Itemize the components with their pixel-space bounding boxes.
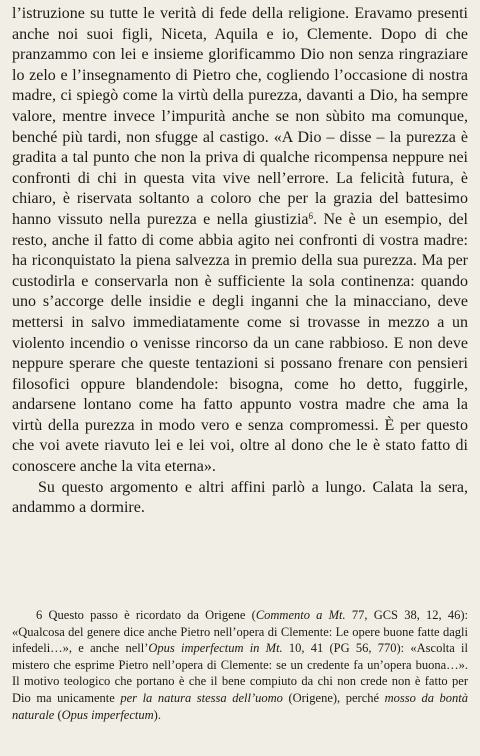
text-segment: l’istruzione su tutte le verità di fede della religione. Eravamo presenti anche noi suoi figli, Niceta, Aquila e io, Clemente. Dopo di che pranzammo con lei e insieme glorificammo Dio non senza ringraziare lo zelo e l’insegnamento di Pietro che, cogliendo l’occasione di nostra madre, ci spiegò come la virtù della purezza, davanti a Dio, ha sempre valore, mentre invece l’impurità anche se non sùbito ma comunque, benché più tardi, non sfugge al castigo. «A Dio – disse – la purezza è gradita a tal punto che non la priva di qualche ricompensa neppure nei confronti di chi in questa vita vive nell’errore. La felicità futura, è chiaro, è riservata soltanto a coloro che per la grazia del battesimo hanno vissuto nella purezza e nella giustizia bbox=[12, 5, 468, 228]
footnote-text: (Origene), perché bbox=[282, 690, 385, 705]
footnote-text: ( bbox=[54, 707, 62, 722]
footnote-reference: 6 bbox=[308, 210, 314, 221]
body-paragraph bbox=[12, 478, 468, 519]
footnotes bbox=[12, 607, 468, 723]
italic-title: Opus imperfectum bbox=[61, 707, 154, 722]
footnote-text: 77, GCS 38, 12, 46): «Qualcosa del genere dice anche Pietro nell’opera di Clemente: Le opere buone fatte dagli infedeli…», e anche nell’ bbox=[12, 608, 469, 656]
text-segment: Su questo argomento e altri affini parlò a lungo. Calata la sera, andammo a dormire. bbox=[12, 478, 468, 517]
footnote-text: Questo passo è ricordato da Origene ( bbox=[48, 608, 256, 622]
footnote-number: 6 bbox=[36, 608, 43, 622]
body-text bbox=[12, 4, 468, 519]
italic-title: per la natura stessa dell’uomo bbox=[120, 690, 283, 705]
body-paragraph bbox=[12, 4, 468, 478]
italic-title: mosso da bontà naturale bbox=[12, 690, 468, 722]
footnote-text: 10, 41 (PG 56, 770): «Ascolta il mistero che esprime Pietro nell’opera di Clemente: se un credente fa un’opera buona…». Il motivo teologico che portano è che il bene compiuto da chi non crede non è fatto per Dio ma unicamente bbox=[12, 641, 468, 705]
footnote-text: ). bbox=[153, 707, 161, 722]
italic-title: Opus imperfectum in Mt. bbox=[148, 641, 283, 656]
italic-title: Commento a Mt. bbox=[255, 608, 346, 622]
text-segment: . Ne è un esempio, del resto, anche il fatto di come abbia agito nei confronti di vostra madre: ha riconquistato la piena salvezza in premio della sua purezza. Ma per custodirla e conservarla non è sufficiente la sola continenza: quando uno s’accorge delle insidie e degli inganni che la minacciano, deve mettersi in salvo immediatamente come si trovasse in mezzo a un violento incendio o venisse rincorso da un cane rabbioso. E non deve neppure sperare che queste tentazioni si possano frenare con pensieri filosofici oppure blandendole: bisogna, come ho detto, fuggirle, andarsene lontano come ha fatto appunto vostra madre che ama la virtù della purezza in modo vero e senza compromessi. È per questo che voi avete riavuto lei e lei voi, oltre al dono che le è stato fatto di conoscere anche la vita eterna». bbox=[12, 210, 468, 476]
footnote bbox=[12, 607, 468, 723]
